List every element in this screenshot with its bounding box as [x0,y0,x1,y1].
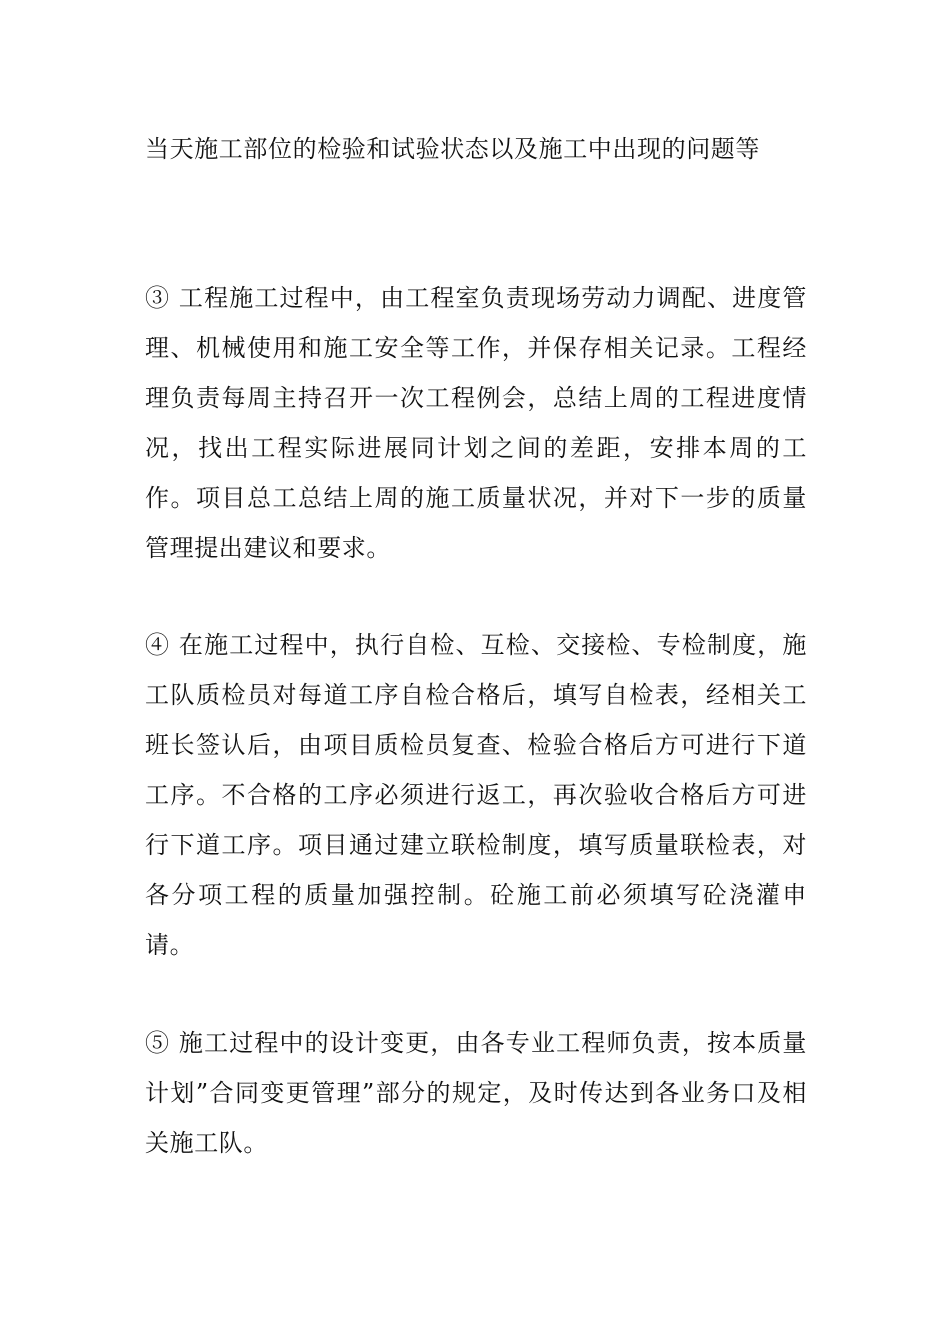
paragraph-item-5: ⑤ 施工过程中的设计变更，由各专业工程师负责，按本质量计划”合同变更管理”部分的规定，及时传达到各业务口及相关施工队。 [145,1029,807,1157]
paragraph-item-3: ③ 工程施工过程中，由工程室负责现场劳动力调配、进度管理、机械使用和施工安全等工作，并保存相关记录。工程经理负责每周主持召开一次工程例会，总结上周的工程进度情况，找出工程实际进展同计划之间的差距，安排本周的工作。项目总工总结上周的施工质量状况，并对下一步的质量管理提出建议和要求。 [145,284,807,562]
paragraph-item-4: ④ 在施工过程中，执行自检、互检、交接检、专检制度，施工队质检员对每道工序自检合格后，填写自检表，经相关工班长签认后，由项目质检员复查、检验合格后方可进行下道工序。不合格的工序必须进行返工，再次验收合格后方可进行下道工序。项目通过建立联检制度，填写质量联检表，对各分项工程的质量加强控制。砼施工前必须填写砼浇灌申请。 [145,631,807,959]
paragraph-continued: 当天施工部位的检验和试验状态以及施工中出现的问题等 [145,135,760,163]
